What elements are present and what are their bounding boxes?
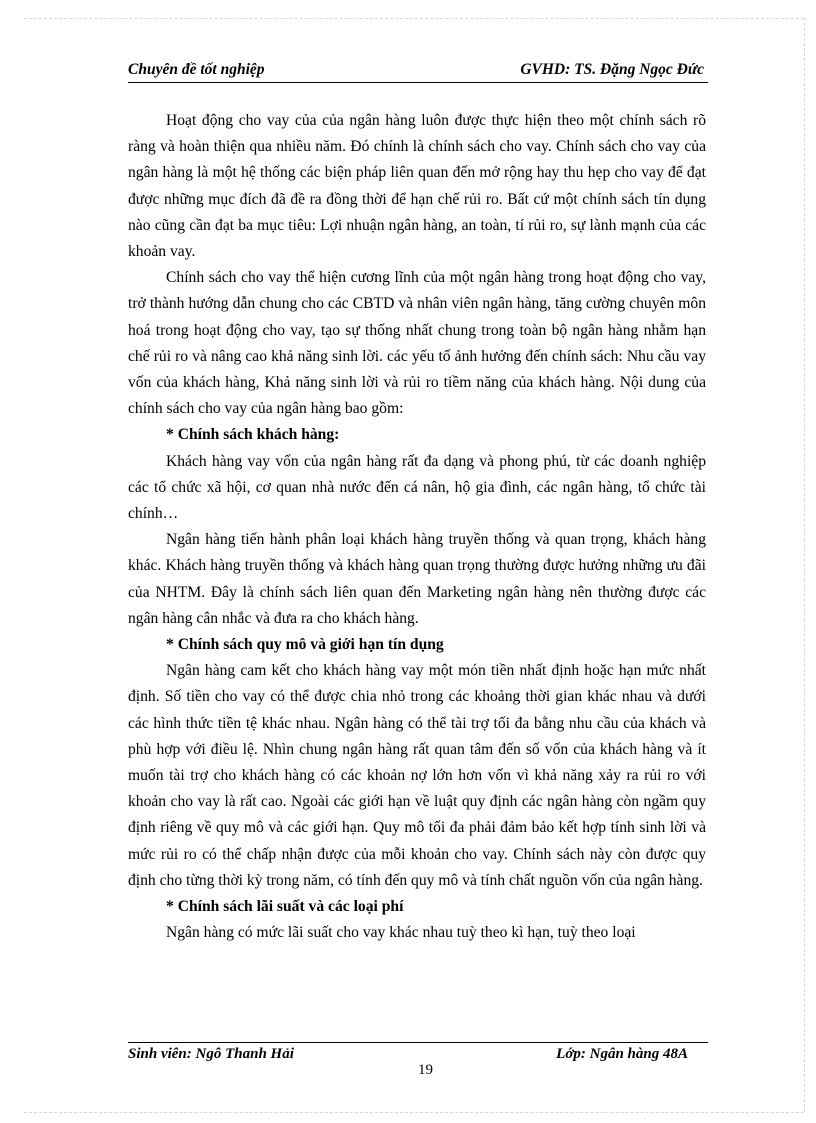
page-border-right <box>804 18 806 1112</box>
paragraph: Ngân hàng có mức lãi suất cho vay khác nhau tuỳ theo kì hạn, tuỳ theo loại <box>166 924 636 942</box>
section-heading: * Chính sách lãi suất và các loại phí <box>166 898 404 916</box>
section-heading: * Chính sách khách hàng: <box>166 426 340 444</box>
paragraph: Chính sách cho vay thể hiện cương lĩnh của một ngân hàng trong hoạt động cho vay, trở thành hướng dẫn chung cho các CBTD và nhân viên ngân hàng, tăng cường chuyên môn hoá trong hoạt động cho vay, tạo sự thống nhất chung trong toàn bộ ngân hàng nhằm hạn chế rủi ro và nâng cao khả năng sinh lời. các yếu tố ảnh hưởng đến chính sách: Nhu cầu vay vốn của khách hàng, Khả năng sinh lời và rủi ro tiềm năng của khách hàng. Nội dung của chính sách cho vay của ngân hàng bao gồm: <box>128 269 706 418</box>
footer-rule <box>128 1042 708 1044</box>
header-advisor: GVHD: TS. Đặng Ngọc Đức <box>520 61 704 78</box>
paragraph: Hoạt động cho vay của của ngân hàng luôn được thực hiện theo một chính sách rõ ràng và hoàn thiện qua nhiều năm. Đó chính là chính sách cho vay. Chính sách cho vay của ngân hàng là một hệ thống các biện pháp liên quan đến mở rộng hay thu hẹp cho vay để đạt được những mục đích đã đề ra đồng thời để hạn chế rủi ro. Bất cứ một chính sách tín dụng nào cũng cần đạt ba mục tiêu: Lợi nhuận ngân hàng, an toàn, tí rủi ro, sự lành mạnh của các khoản vay. <box>128 112 706 261</box>
paragraph: Khách hàng vay vốn của ngân hàng rất đa dạng và phong phú, từ các doanh nghiệp các tổ chức xã hội, cơ quan nhà nước đến cá nân, hộ gia đình, các ngân hàng, tổ chức tài chính… <box>128 452 706 523</box>
page-number: 19 <box>418 1062 433 1078</box>
footer-student: Sinh viên: Ngô Thanh Hải <box>128 1046 294 1062</box>
paragraph: Ngân hàng cam kết cho khách hàng vay một món tiền nhất định hoặc hạn mức nhất định. Số tiền cho vay có thể được chia nhỏ trong các khoảng thời gian khác nhau và dưới các hình thức tiền tệ khác nhau. Ngân hàng có thể tài trợ tối đa bằng nhu cầu của khách và phù hợp với điều lệ. Nhìn chung ngân hàng rất quan tâm đến số vốn của khách hàng và ít muốn tài trợ cho khách hàng có các khoản nợ lớn hơn vốn vì khả năng xảy ra rủi ro với khoản cho vay là rất cao. Ngoài các giới hạn về luật quy định các ngân hàng còn ngầm quy định riêng về quy mô và các giới hạn. Quy mô tối đa phải đảm bảo kết hợp tính sinh lời và mức rủi ro có thể chấp nhận được của mỗi khoản cho vay. Chính sách này còn được quy định cho từng thời kỳ trong năm, có tính đến quy mô và tính chất nguồn vốn của ngân hàng. <box>128 662 706 889</box>
page-border-bottom <box>24 1112 804 1114</box>
page-header <box>128 58 708 83</box>
paragraph: Ngân hàng tiến hành phân loại khách hàng truyền thống và quan trọng, khách hàng khác. Khách hàng truyền thống và khách hàng quan trọng thường được hưởng những ưu đãi của NHTM. Đây là chính sách liên quan đến Marketing ngân hàng nên thường được các ngân hàng cân nhắc và đưa ra cho khách hàng. <box>128 531 706 627</box>
section-heading: * Chính sách quy mô và giới hạn tín dụng <box>166 636 444 654</box>
header-title: Chuyên đề tốt nghiệp <box>128 61 265 78</box>
document-body <box>128 108 706 947</box>
footer-class: Lớp: Ngân hàng 48A <box>556 1046 688 1062</box>
page-border-top <box>24 18 804 20</box>
